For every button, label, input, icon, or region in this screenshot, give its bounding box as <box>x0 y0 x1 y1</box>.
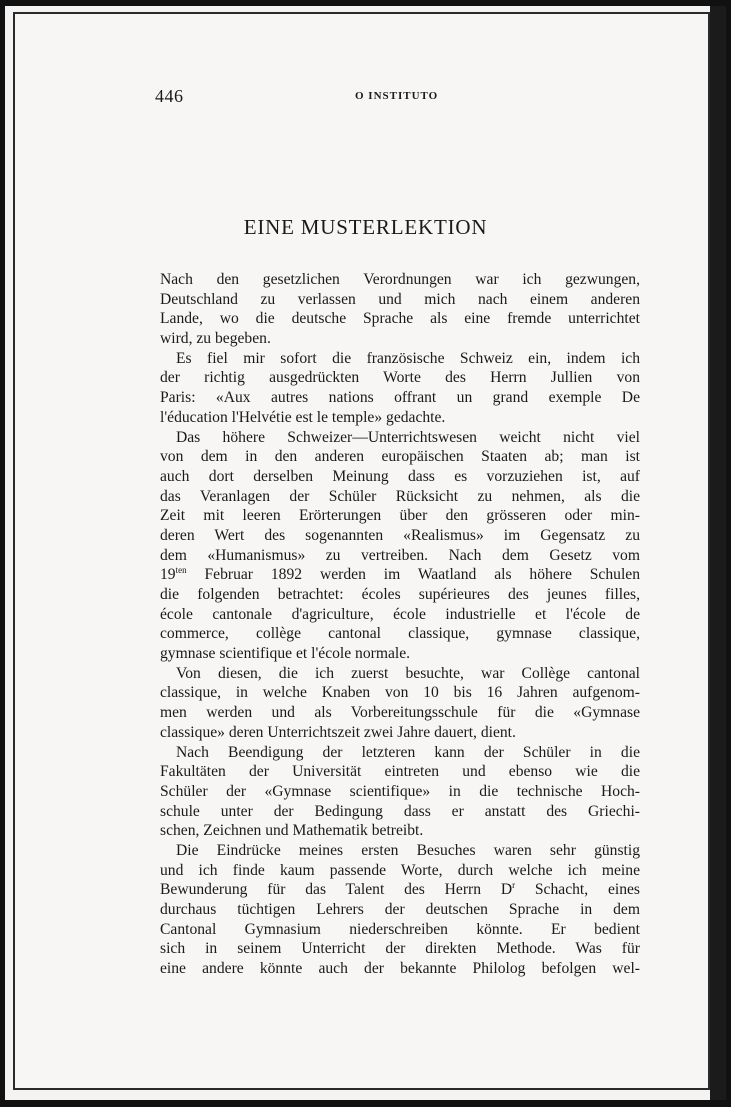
text-line-doctor <box>160 880 640 900</box>
text-line: Deutschland zu verlassen und mich nach einem anderen <box>160 290 640 308</box>
text-line: école cantonale d'agriculture, école industrielle et l'école de <box>160 605 640 623</box>
text-line-date <box>160 565 640 585</box>
date-line-rest: Februar 1892 werden im Waatland als höhere Schulen <box>204 566 640 584</box>
text-line: men werden und als Vorbereitungsschule für die «Gymnase <box>160 704 640 722</box>
text-line: schule unter der Bedingung dass er anstatt des Griechi- <box>160 802 640 820</box>
text-line: wird, zu begeben. <box>160 330 271 348</box>
text-line: der richtig ausgedrückten Worte des Herrn Jullien von <box>160 369 640 387</box>
text-line: Fakultäten der Universität eintreten und ebenso wie die <box>160 763 640 781</box>
text-line: commerce, collège cantonal classique, gymnase classique, <box>160 625 640 643</box>
text-line: Nach den gesetzlichen Verordnungen war ich gezwungen, <box>160 271 640 288</box>
running-head <box>155 86 575 110</box>
date-day: 19 <box>160 566 176 584</box>
article-body <box>160 270 640 979</box>
article-title: EINE MUSTERLEKTION <box>243 215 488 239</box>
text-line: Die Eindrücke meines ersten Besuches waren sehr günstig <box>176 841 640 859</box>
text-line: classique, in welche Knaben von 10 bis 16 Jahren aufgenom- <box>160 684 640 702</box>
text-line: Nach Beendigung der letzteren kann der Schüler in die <box>176 743 640 761</box>
text-line: classique» deren Unterrichtszeit zwei Jahre dauert, dient. <box>160 723 516 741</box>
text-line: gymnase scientifique et l'école normale. <box>160 645 411 663</box>
text-line: Es fiel mir sofort die französische Schweiz ein, indem ich <box>176 349 640 367</box>
doctor-line-end: Schacht, eines <box>515 881 640 899</box>
text-line: dem «Humanismus» zu vertreiben. Nach dem Gesetz vom <box>160 546 640 564</box>
text-line: auch dort derselben Meinung dass es vorzuziehen ist, auf <box>160 467 640 485</box>
text-line: Cantonal Gymnasium niederschreiben könnte. Er bedient <box>160 920 640 938</box>
text-line: schen, Zeichnen und Mathematik betreibt. <box>160 822 424 840</box>
text-line: Schüler der «Gymnase scientifique» in die technische Hoch- <box>160 782 640 800</box>
doctor-superscript: r <box>512 880 516 891</box>
text-line: l'éducation l'Helvétie est le temple» gedachte. <box>160 408 446 426</box>
text-line: Paris: «Aux autres nations offrant un grand exemple De <box>160 389 640 407</box>
text-line: sich in seinem Unterricht der direkten Methode. Was für <box>160 940 640 958</box>
text-line: und ich finde kaum passende Worte, durch welche ich meine <box>160 861 640 879</box>
date-superscript: ten <box>175 565 187 576</box>
text-line: durchaus tüchtigen Lehrers der deutschen Sprache in dem <box>160 901 640 918</box>
text-line: Lande, wo die deutsche Sprache als eine fremde unterrichtet <box>160 310 640 328</box>
text-line: Von diesen, die ich zuerst besuchte, war Collège cantonal <box>176 664 640 682</box>
text-line: das Veranlagen der Schüler Rücksicht zu nehmen, als die <box>160 487 640 505</box>
text-line: Das höhere Schweizer—Unterrichtswesen weicht nicht viel <box>176 428 640 446</box>
journal-title: O INSTITUTO <box>355 90 439 102</box>
page-number: 446 <box>155 86 184 106</box>
text-line: von dem in den anderen europäischen Staaten ab; man ist <box>160 448 640 466</box>
doctor-line-start: Bewunderung für das Talent des Herrn D <box>160 881 513 899</box>
text-line: die folgenden betrachtet: écoles supérieures des jeunes filles, <box>160 586 640 603</box>
text-line: Zeit mit leeren Erörterungen über den grösseren oder min- <box>160 507 640 525</box>
text-line: eine andere könnte auch der bekannte Philolog befolgen wel- <box>160 960 640 978</box>
text-line: deren Wert des sogenannten «Realismus» im Gegensatz zu <box>160 526 640 544</box>
